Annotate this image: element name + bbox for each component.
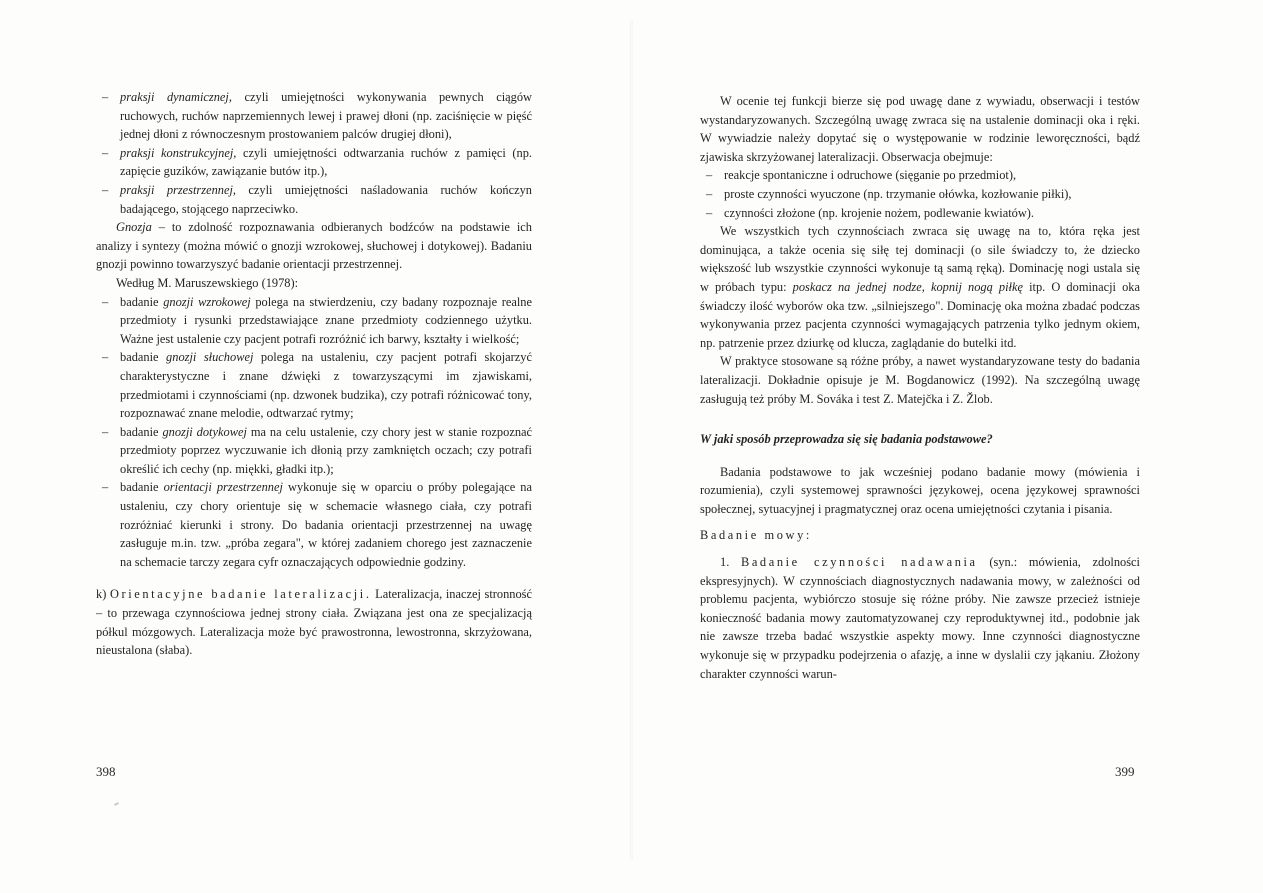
paragraph <box>700 463 1140 519</box>
text-run: itp. O dominacji oka świadczy ilość wyborów oka tzw. „silniejszego". Dominację oka można zbadać podczas wykonywania przez pacjenta czynności wymagających patrzenia tylko jednym okiem, np. patrzenie przez dziurkę od klucza, zaglądanie do butelki itd. <box>700 279 1140 350</box>
text-run: 1. <box>720 555 741 570</box>
left-page-text <box>96 88 532 660</box>
italic-term: gnozji wzrokowej <box>163 294 251 309</box>
spaced-term: Badanie mowy: <box>700 528 812 543</box>
paragraph <box>700 352 1140 408</box>
italic-term: Gnozja <box>116 220 152 235</box>
text-run: W ocenie tej funkcji bierze się pod uwagę dane z wywiadu, obserwacji i testów wystandaryzowanych. Szczególną uwagę zwraca się na ustalenie dominacji oka i ręki. W wywiadzie należy dopytać się o występowanie w rodzinie leworęczności, bądź zjawiska skrzyżowanej lateralizacji. Obserwacja obejmuje: <box>700 94 1140 164</box>
paragraph <box>700 553 1140 683</box>
list-dash: – <box>706 168 713 183</box>
scan-speck <box>114 802 119 806</box>
text-run: (syn.: mówienia, zdolności ekspresyjnych). W czynnościach diagnostycznych nadawania mowy, w zależności od problemu pacjenta, wybiórczo stosuje się różne próby. Nie zawsze przecież istnieje konieczność badania mowy zautomatyzowanej czy reproduktywnej itd., podobnie jak nie zawsze trzeba badać wszystkie aspekty mowy. Inne czynności diagnostyczne wykonuje się w przypadku podejrzenia o afazję, a inne w dyslalii czy jąkaniu. Złożony charakter czynności warun- <box>700 555 1140 681</box>
italic-term: gnozji dotykowej <box>162 424 247 439</box>
text-run: Lateralizacja, inaczej stronność – to przewaga czynnościowa jednej strony ciała. Związana jest ona ze specjalizacją półkul mózgowych. Lateralizacja może być prawostronna, lewostronna, skrzyżowana, nieustalona (słaba). <box>96 587 532 658</box>
list-dash: – <box>102 182 109 197</box>
paragraph <box>700 92 1140 166</box>
paragraph-spacer <box>700 545 1140 553</box>
paragraph <box>96 585 532 659</box>
italic-term: praksji dynamicznej, <box>120 90 232 104</box>
section-heading <box>700 430 1140 449</box>
paragraph <box>700 222 1140 352</box>
text-run: Według M. Maruszewskiego (1978): <box>116 275 299 290</box>
list-dash: – <box>102 350 109 365</box>
list-dash: – <box>102 480 109 495</box>
paragraph-spacer <box>96 571 532 585</box>
italic-term: gnozji słuchowej <box>166 350 254 365</box>
text-run: badanie <box>120 480 164 495</box>
text-run: – to zdolność rozpoznawania odbieranych bodźców na podstawie ich analizy i syntezy (można mówić o gnozji wzrokowej, słuchowej i dotykowej). Badaniu gnozji powinno towarzyszyć badanie orientacji przestrzennej. <box>96 220 532 272</box>
list-dash: – <box>102 294 109 309</box>
list-item <box>96 181 532 218</box>
list-item <box>96 423 532 479</box>
text-run: badanie <box>120 294 164 309</box>
italic-term: praksji przestrzennej, <box>120 182 237 197</box>
list-dash: – <box>706 205 713 220</box>
text-run: czynności złożone (np. krojenie nożem, podlewanie kwiatów). <box>724 205 1035 220</box>
paragraph <box>96 218 532 274</box>
list-item <box>700 204 1140 223</box>
text-run: czyli umiejętności wykonywania pewnych ciągów ruchowych, ruchów naprzemiennych lewej i prawej dłoni (np. zaciśnięcie w pięść jednej dłoni z równoczesnym prostowaniem palców drugiej dłoni), <box>120 90 532 142</box>
list-item <box>96 478 532 571</box>
list-item <box>96 293 532 349</box>
list-item <box>700 185 1140 204</box>
text-run: k) <box>96 587 110 602</box>
text-run: wykonuje się w oparciu o próby polegające na ustaleniu, czy chory orientuje się w schemacie własnego ciała, czy potrafi rozróżniać kierunki i strony. Do badania orientacji przestrzennej na uwagę zasługuje m.in. tzw. „próba zegara", w której zadaniem chorego jest zaznaczenie na schemacie tarczy zegara cyfr oznaczających odpowiednie godziny. <box>120 480 533 569</box>
list-dash: – <box>706 186 713 201</box>
text-run: polega na ustaleniu, czy pacjent potrafi skojarzyć charakterystyczne i znane dźwięki z towarzyszącymi im zjawiskami, przedmiotami i czynnościami (np. dzwonek budzika), czy potrafi różnicować tony, rozpoznawać znane melodie, odtwarzać rytmy; <box>120 350 532 421</box>
text-run: We wszystkich tych czynnościach zwraca się uwagę na to, która ręka jest dominująca, a także ocenia się siłę tej dominacji (o sile świadczy to, że dziecko większość lub wszystkie czynności wykonuje tą samą ręką). Dominację nogi ustala się w próbach typu: <box>700 224 1140 294</box>
italic-term: praksji konstrukcyjnej, <box>120 145 237 160</box>
paragraph-spacer <box>700 518 1140 526</box>
right-page-text <box>700 92 1140 683</box>
spaced-term: Badanie czynności nadawania <box>740 555 978 570</box>
paragraph <box>700 526 1140 545</box>
text-run: Badania podstawowe to jak wcześniej podano badanie mowy (mówienia i rozumienia), czyli systemowej sprawności językowej, ocena językowej sprawności społecznej, sytuacyjnej i pragmatycznej oraz ocena umiejętności czytania i pisania. <box>700 464 1140 516</box>
text-run: proste czynności wyuczone (np. trzymanie ołówka, kozłowanie piłki), <box>724 186 1072 201</box>
list-item <box>96 348 532 422</box>
text-run: W praktyce stosowane są różne próby, a nawet wystandaryzowane testy do badania lateralizacji. Dokładnie opisuje je M. Bogdanowicz (1992). Na szczególną uwagę zasługują też próby M. Sováka i test Z. Matejčka i Z. Žlob. <box>700 354 1140 406</box>
text-run: badanie <box>120 424 163 439</box>
text-run: polega na stwierdzeniu, czy badany rozpoznaje realne przedmioty i rysunki przedstawiające znane przedmioty codziennego użytku. Ważne jest ustalenie czy pacjent potrafi rozróżnić ich barwy, kształty i wielkość; <box>120 294 532 346</box>
list-item <box>96 144 532 181</box>
list-item <box>700 166 1140 185</box>
text-run: reakcje spontaniczne i odruchowe (sięganie po przedmiot), <box>724 168 1017 183</box>
list-item <box>96 88 532 144</box>
list-dash: – <box>102 145 109 160</box>
italic-term: orientacji przestrzennej <box>163 480 283 495</box>
text-run: czyli umiejętności naśladowania ruchów kończyn badającego, stojącego naprzeciwko. <box>120 182 533 216</box>
paragraph <box>96 274 532 293</box>
italic-term: poskacz na jednej nodze, kopnij nogą piłkę <box>792 279 1023 294</box>
text-run: badanie <box>120 350 167 365</box>
left-page <box>0 0 630 893</box>
text-run: ma na celu ustalenie, czy chory jest w stanie rozpoznać przedmioty poprzez wyczuwanie ich dłonią przy zamkniętch oczach; czy potrafi określić ich cechy (np. miękki, gładki itp.); <box>120 424 533 476</box>
text-run: czyli umiejętności odtwarzania ruchów z pamięci (np. zapięcie guzików, zawiązanie butów itp.), <box>120 145 532 179</box>
page-number-right: 399 <box>1115 764 1135 779</box>
spaced-term: Orientacyjne badanie lateralizacji. <box>109 587 372 602</box>
page-number-left: 398 <box>96 764 116 779</box>
text-run: W jaki sposób przeprowadza się się badania podstawowe? <box>700 432 993 447</box>
right-page <box>633 0 1263 893</box>
paragraph-spacer <box>700 449 1140 463</box>
list-dash: – <box>102 424 109 439</box>
list-dash: – <box>102 90 109 104</box>
paragraph-spacer <box>700 408 1140 430</box>
